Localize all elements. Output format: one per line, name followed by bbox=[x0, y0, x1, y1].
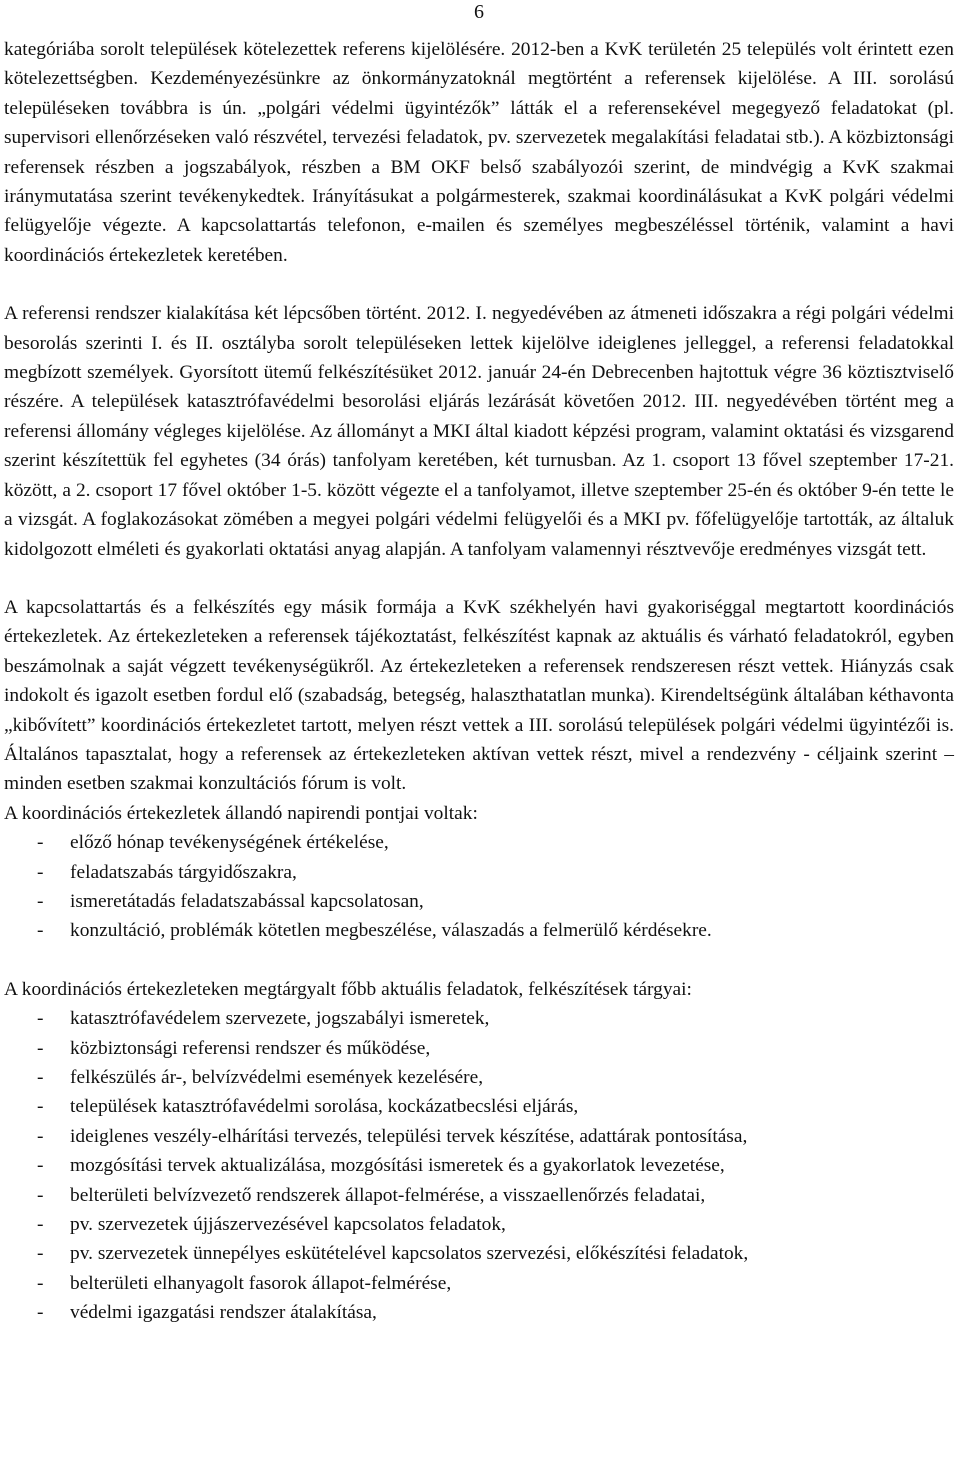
list-item: - konzultáció, problémák kötetlen megbeszélése, válaszadás a felmerülő kérdésekre. bbox=[37, 920, 712, 942]
list-item: - pv. szervezetek újjászervezésével kapcsolatos feladatok, bbox=[37, 1214, 506, 1236]
list-item: - ismeretátadás feladatszabással kapcsolatosan, bbox=[37, 890, 424, 912]
list-item: - védelmi igazgatási rendszer átalakítása, bbox=[37, 1302, 377, 1324]
list-item: - előző hónap tevékenységének értékelése, bbox=[37, 832, 389, 854]
agenda-list bbox=[4, 828, 954, 946]
list-item: - pv. szervezetek ünnepélyes eskütételével kapcsolatos szervezési, előkészítési feladatok, bbox=[37, 1243, 749, 1265]
agenda-intro: A koordinációs értekezletek állandó napirendi pontjai voltak: bbox=[4, 802, 478, 824]
list-item: - ideiglenes veszély-elhárítási tervezés, települési tervek készítése, adattárak pontosítása, bbox=[37, 1125, 748, 1147]
paragraph-referensek: kategóriába sorolt települések kötelezettek referens kijelölésére. 2012-ben a KvK területén 25 település volt érintett ezen kötelezettségben. Kezdeményezésünkre az önkormányzatoknál megtörtént a referensek kijelölése. A III. sorolású településeken továbbra is ún. „polgári védelmi ügyintézők” látták el a referensekével megegyező feladatokat (pl. supervisori ellenőrzéseken való részvétel, tervezési feladatok, pv. szervezetek megalakítási feladatai stb.). A közbiztonsági referensek részben a jogszabályok, részben a BM OKF belső szabályozói szerint, de mindvégig a KvK szakmai iránymutatása szerint tevékenykedtek. Irányításukat a polgármesterek, szakmai koordinálásukat a KvK polgári védelmi felügyelője végezte. A kapcsolattartás telefonon, e-mailen és személyes megbeszéléssel történik, valamint a havi koordinációs értekezletek keretében. bbox=[4, 39, 954, 266]
list-item: - települések katasztrófavédelmi sorolása, kockázatbecslési eljárás, bbox=[37, 1096, 579, 1118]
paragraph-kapcsolattartas: A kapcsolattartás és a felkészítés egy másik formája a KvK székhelyén havi gyakoriséggal megtartott koordinációs értekezletek. Az értekezleteken a referensek tájékoztatást, felkészítést kapnak az aktuális és várható feladatokról, egyben beszámolnak a saját végzett tevékenységükről. Az értekezleteken a referensek rendszeresen részt vettek. Hiányzás csak indokolt és igazolt esetben fordul elő (szabadság, betegség, halaszthatatlan munka). Kirendeltségünk általában kéthavonta „kibővített” koordinációs értekezletet tartott, melyen részt vettek a III. sorolású települések polgári védelmi ügyintézői is. Általános tapasztalat, hogy a referensek az értekezleteken aktívan vettek részt, mivel a rendezvény - céljaink szerint – minden esetben szakmai konzultációs fórum is volt. bbox=[4, 596, 954, 795]
paragraph-referensi-rendszer: A referensi rendszer kialakítása két lépcsőben történt. 2012. I. negyedévében az átmeneti időszakra a régi polgári védelmi besorolás szerinti I. és II. osztályba sorolt településeken lettek kijelölve ideiglenes jelleggel, a referensi feladatokkal megbízott személyek. Gyorsított ütemű felkészítésüket 2012. január 24-én Debrecenben hajtottuk végre 36 köztisztviselő részére. A települések katasztrófavédelmi besorolási eljárás lezárását követően 2012. III. negyedévében történt meg a referensi állomány végleges kijelölése. Az állományt a MKI által kiadott képzési program, valamint oktatási és vizsgarend szerint készítettük fel egyhetes (34 órás) tanfolyam keretében, két turnusban. Az 1. csoport 13 fővel szeptember 17-21. között, a 2. csoport 17 fővel október 1-5. között végezte el a tanfolyamot, illetve szeptember 25-én és október 9-én tette le a vizsgát. A foglakozásokat zömében a megyei polgári védelmi felügyelői és a MKI pv. főfelügyelője tartották, az általuk kidolgozott elméleti és gyakorlati oktatási anyag alapján. A tanfolyam valamennyi résztvevője eredményes vizsgát tett. bbox=[4, 303, 954, 560]
list-item: - felkészülés ár-, belvízvédelmi események kezelésére, bbox=[37, 1067, 484, 1088]
list-item: - belterületi elhanyagolt fasorok állapot-felmérése, bbox=[37, 1272, 452, 1294]
list-item: - feladatszabás tárgyidőszakra, bbox=[37, 861, 297, 883]
topics-list bbox=[4, 1004, 954, 1327]
document-body bbox=[4, 35, 954, 1328]
page-number: 6 bbox=[474, 1, 484, 23]
list-item: - mozgósítási tervek aktualizálása, mozgósítási ismeretek és a gyakorlatok levezetése, bbox=[37, 1155, 725, 1177]
list-item: - katasztrófavédelem szervezete, jogszabályi ismeretek, bbox=[37, 1008, 490, 1030]
topics-intro: A koordinációs értekezleteken megtárgyalt főbb aktuális feladatok, felkészítések tárgyai: bbox=[4, 978, 692, 1000]
list-item: - belterületi belvízvezető rendszerek állapot-felmérése, a visszaellenőrzés feladatai, bbox=[37, 1184, 706, 1206]
list-item: - közbiztonsági referensi rendszer és működése, bbox=[37, 1037, 431, 1059]
